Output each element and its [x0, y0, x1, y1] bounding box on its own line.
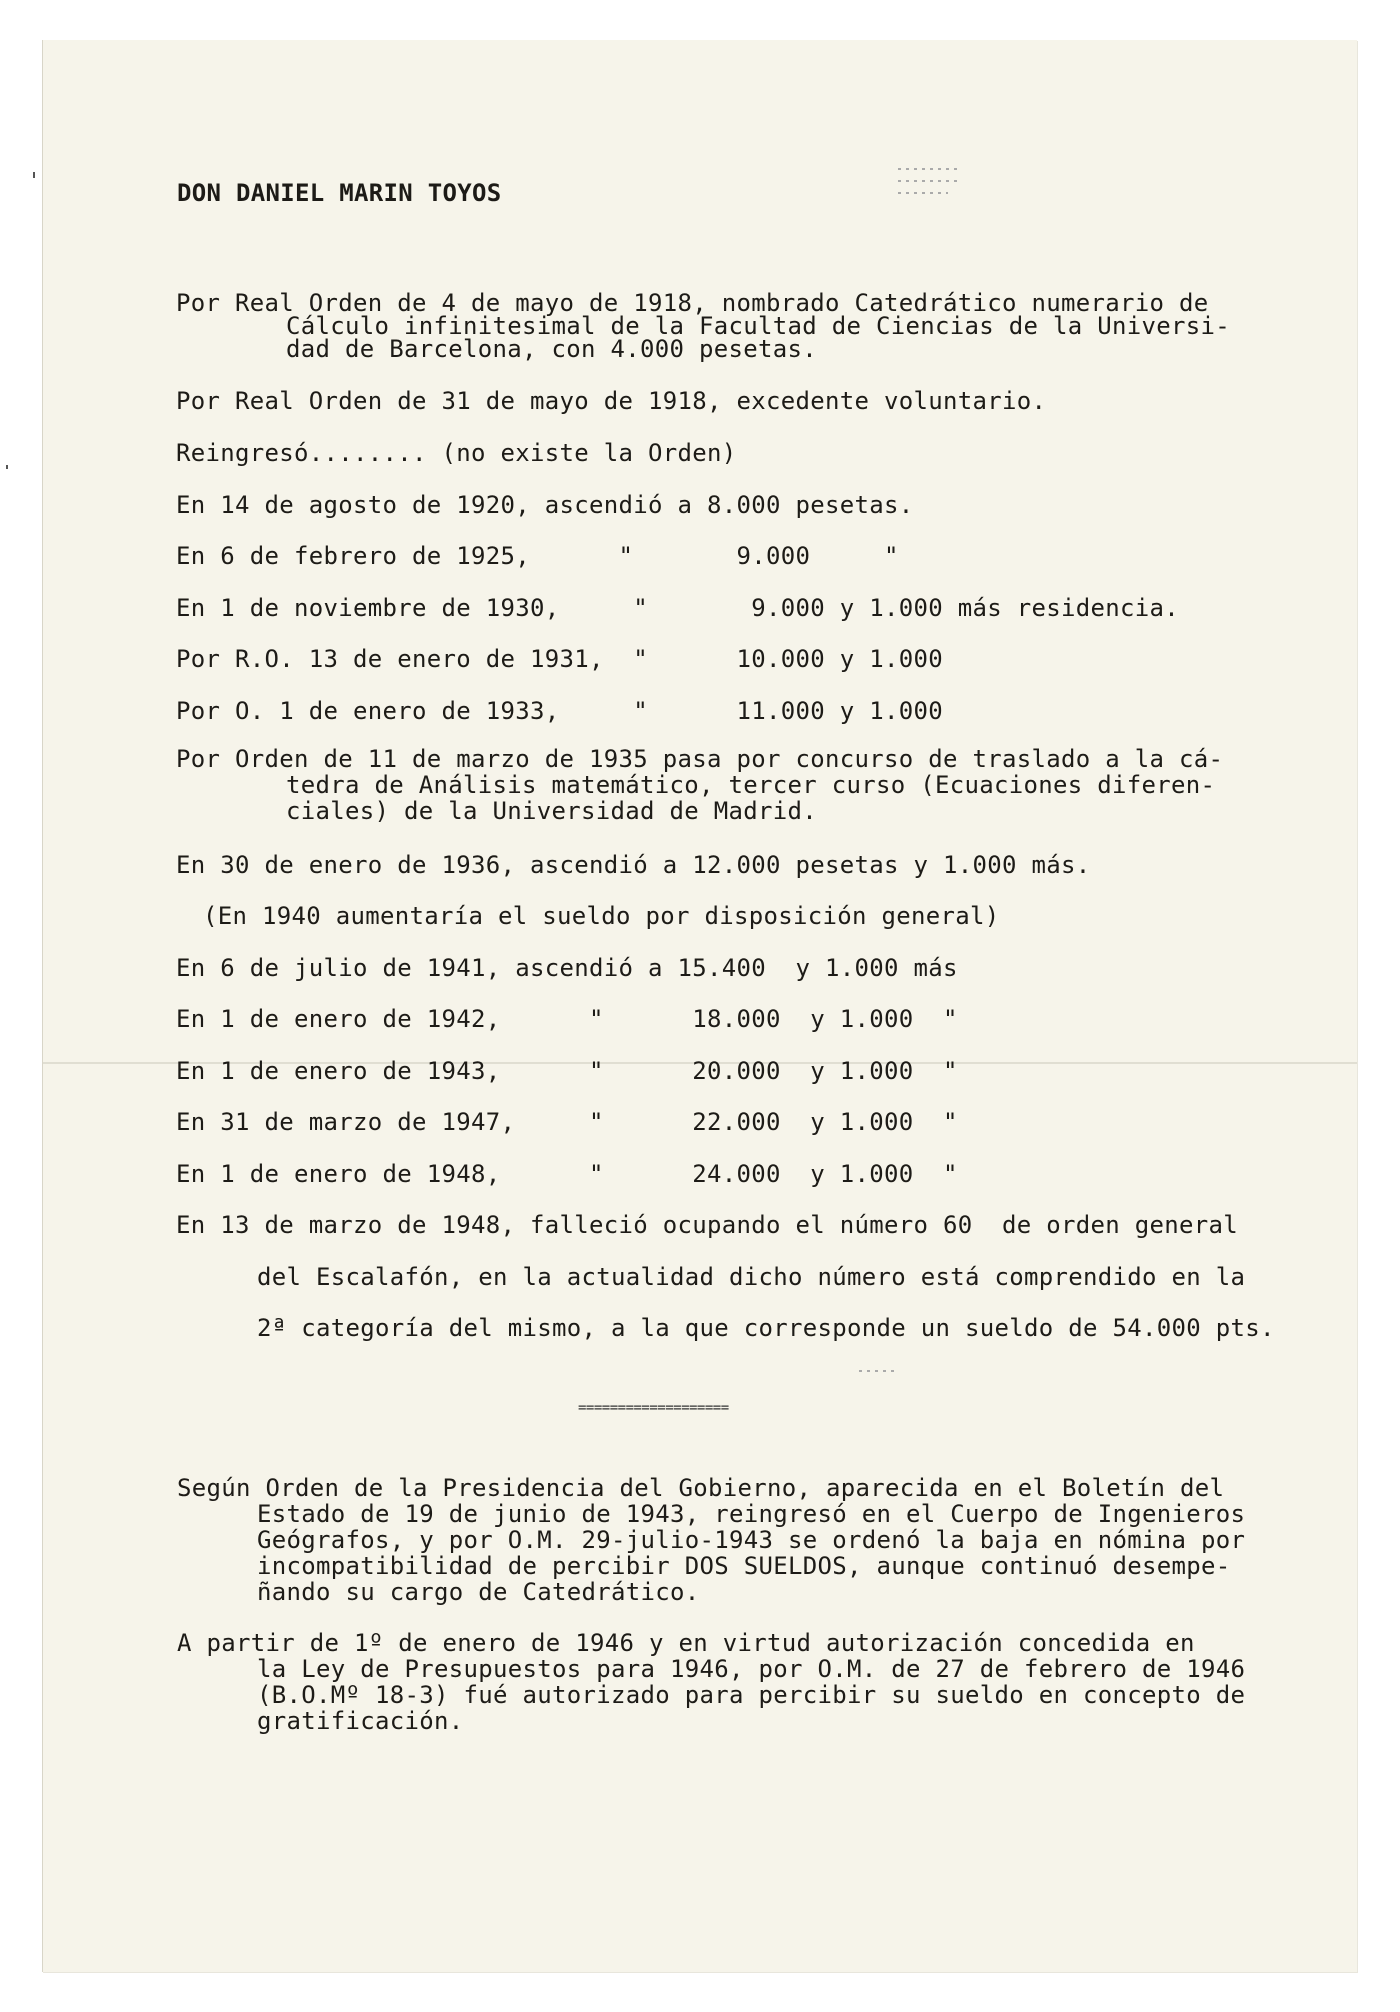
note-line: Estado de 19 de junio de 1943, reingresó en el Cuerpo de Ingenieros — [257, 1500, 1246, 1528]
note-line: A partir de 1º de enero de 1946 y en virtud autorización concedida en — [177, 1629, 1195, 1657]
record-line: 2ª categoría del mismo, a la que corresponde un sueldo de 54.000 pts. — [257, 1314, 1275, 1342]
note-line: incompatibilidad de percibir DOS SUELDOS, aunque continuó desempe- — [257, 1552, 1231, 1580]
record-line: dad de Barcelona, con 4.000 pesetas. — [286, 335, 817, 363]
record-line: En 6 de febrero de 1925, " 9.000 " — [176, 542, 899, 570]
record-line: del Escalafón, en la actualidad dicho número está comprendido en la — [257, 1263, 1246, 1291]
record-line: En 13 de marzo de 1948, falleció ocupando el número 60 de orden general — [176, 1211, 1238, 1239]
scan-speck — [33, 172, 35, 178]
record-line: (En 1940 aumentaría el sueldo por disposición general) — [203, 902, 1000, 930]
note-line: gratificación. — [257, 1707, 464, 1735]
record-line: En 31 de marzo de 1947, " 22.000 y 1.000 " — [176, 1108, 958, 1136]
record-line: Por O. 1 de enero de 1933, " 11.000 y 1.000 — [176, 697, 943, 725]
note-line: ñando su cargo de Catedrático. — [257, 1578, 700, 1606]
record-line: En 30 de enero de 1936, ascendió a 12.000 pesetas y 1.000 más. — [176, 851, 1091, 879]
record-line: Por R.O. 13 de enero de 1931, " 10.000 y 1.000 — [176, 645, 943, 673]
record-line: En 1 de noviembre de 1930, " 9.000 y 1.000 más residencia. — [176, 594, 1179, 622]
record-line: En 6 de julio de 1941, ascendió a 15.400 y 1.000 más — [176, 954, 958, 982]
record-line: Por Real Orden de 4 de mayo de 1918, nombrado Catedrático numerario de — [176, 289, 1209, 317]
record-line: Reingresó........ (no existe la Orden) — [176, 439, 737, 467]
note-line: (B.O.Mº 18-3) fué autorizado para percibir su sueldo en concepto de — [257, 1681, 1246, 1709]
record-line: tedra de Análisis matemático, tercer curso (Ecuaciones diferen- — [286, 771, 1216, 799]
record-line: En 1 de enero de 1948, " 24.000 y 1.000 " — [176, 1160, 958, 1188]
record-line: En 1 de enero de 1942, " 18.000 y 1.000 " — [176, 1005, 958, 1033]
record-line: Por Orden de 11 de marzo de 1935 pasa por concurso de traslado a la cá- — [176, 745, 1224, 773]
scan-speck — [6, 465, 8, 469]
separator-rule: =================== — [578, 1400, 729, 1416]
faint-stamp-dots — [859, 1370, 899, 1372]
record-line: Por Real Orden de 31 de mayo de 1918, excedente voluntario. — [176, 387, 1047, 415]
record-line: Cálculo infinitesimal de la Facultad de Ciencias de la Universi- — [286, 312, 1230, 340]
record-line: En 14 de agosto de 1920, ascendió a 8.000 pesetas. — [176, 491, 914, 519]
document-page — [42, 40, 1357, 1972]
faint-stamp-dots — [898, 168, 958, 170]
note-line: Según Orden de la Presidencia del Gobierno, aparecida en el Boletín del — [177, 1474, 1225, 1502]
faint-stamp-dots — [898, 192, 948, 194]
note-line: la Ley de Presupuestos para 1946, por O.M. de 27 de febrero de 1946 — [257, 1655, 1246, 1683]
document-title: DON DANIEL MARIN TOYOS — [177, 179, 502, 207]
record-line: En 1 de enero de 1943, " 20.000 y 1.000 " — [176, 1057, 958, 1085]
record-line: ciales) de la Universidad de Madrid. — [286, 797, 817, 825]
faint-stamp-dots — [898, 180, 958, 182]
note-line: Geógrafos, y por O.M. 29-julio-1943 se ordenó la baja en nómina por — [257, 1526, 1246, 1554]
